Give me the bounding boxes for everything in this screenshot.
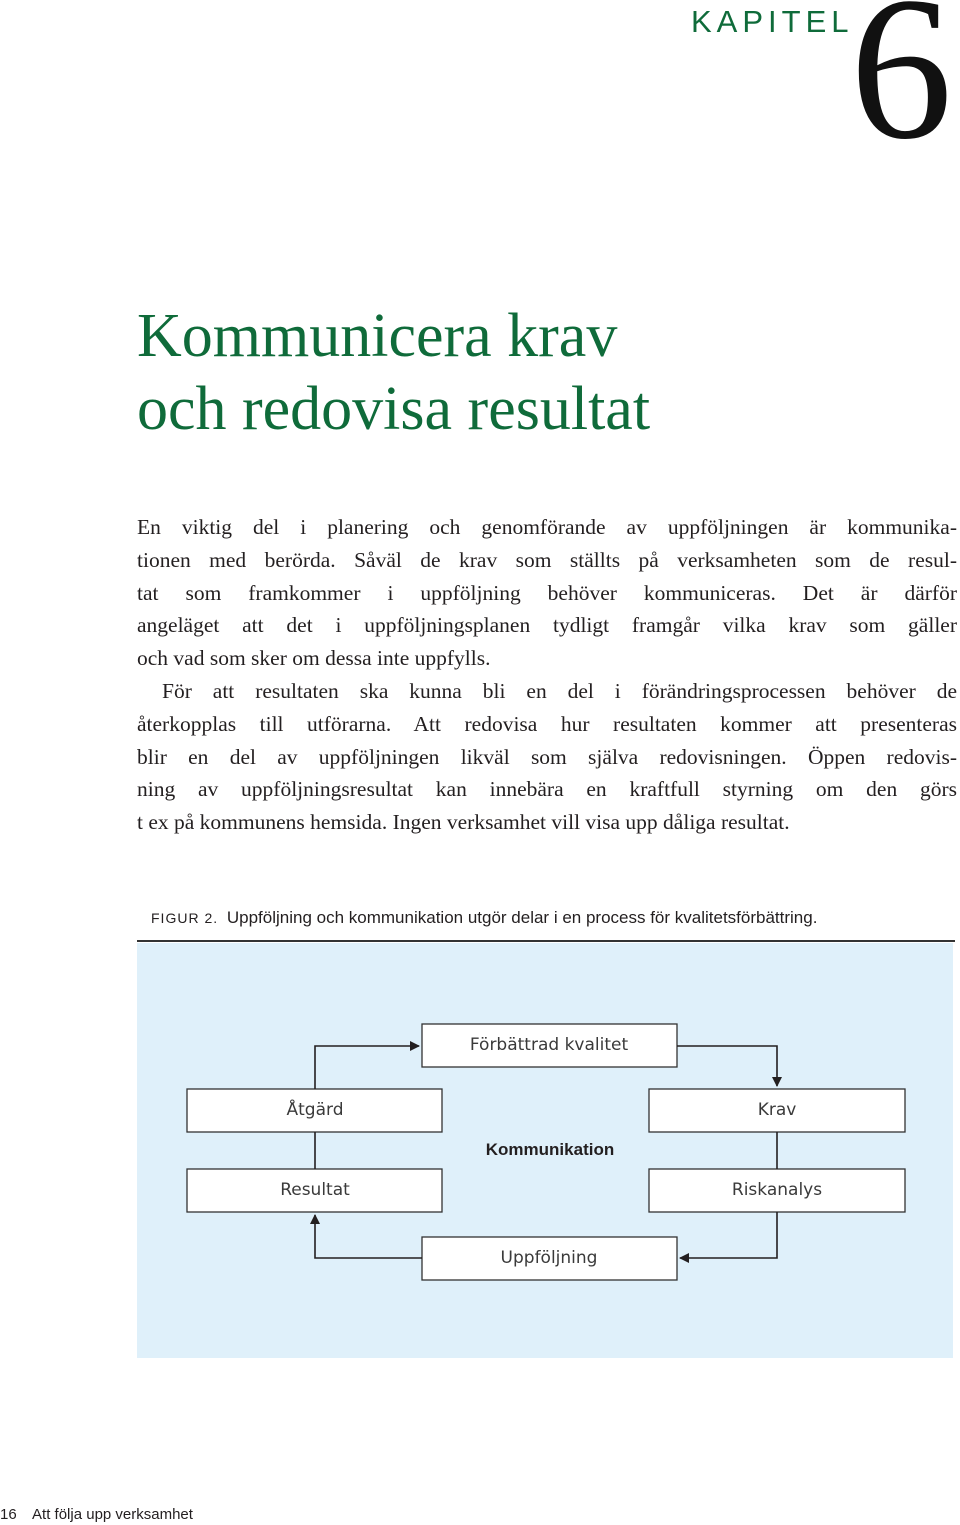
body-line: tionen med berörda. Såväl de krav som ställts på verksamheten som de resul- — [137, 547, 957, 572]
body-line: blir en del av uppföljningen likväl som själva redovisningen. Öppen redovis- — [137, 744, 957, 769]
body-line: t ex på kommunens hemsida. Ingen verksamhet vill visa upp dåliga resultat. — [137, 810, 790, 835]
body-line: En viktig del i planering och genomförande av uppföljningen är kommunika- — [137, 515, 957, 539]
body-line: och vad som sker om dessa inte uppfylls. — [137, 646, 491, 671]
body-line: återkopplas till utförarna. Att redovisa hur resultaten kommer att presenteras — [137, 711, 957, 736]
figure-rule — [137, 940, 955, 942]
label-atgard: Åtgärd — [286, 1100, 344, 1120]
arrow-riskanalys-to-uppfoljning — [680, 1212, 777, 1258]
chapter-number: 6 — [850, 0, 953, 182]
chapter-label: KAPITEL — [691, 4, 854, 39]
arrow-atgard-to-kvalitet — [315, 1046, 419, 1089]
figure-label: FIGUR 2. — [151, 910, 219, 926]
body-line: ning av uppföljningsresultat kan innebära en kraftfull styrning om den görs — [137, 777, 957, 802]
running-title: Att följa upp verksamhet — [32, 1506, 193, 1523]
body-line: angeläget att det i uppföljningsplanen tydligt framgår vilka krav som gäller — [137, 613, 957, 638]
page-number: 16 — [0, 1506, 17, 1523]
label-riskanalys: Riskanalys — [731, 1180, 823, 1200]
label-kommunikation: Kommunikation — [485, 1140, 615, 1159]
page-title — [137, 300, 650, 446]
figure-caption — [151, 908, 817, 928]
arrow-kvalitet-to-krav — [677, 1046, 777, 1086]
label-uppfoljning: Uppföljning — [500, 1248, 598, 1268]
label-forbattrad-kvalitet: Förbättrad kvalitet — [469, 1035, 629, 1055]
body-text — [137, 511, 957, 839]
title-line-1: Kommunicera krav — [137, 302, 618, 370]
body-line: tat som framkommer i uppföljning behöver kommuniceras. Det är därför — [137, 580, 957, 605]
figure-caption-text: Uppföljning och kommunikation utgör delar i en process för kvalitetsförbättring. — [226, 908, 818, 927]
body-line: För att resultaten ska kunna bli en del i förändringsprocessen behöver de — [162, 678, 957, 703]
title-line-2: och redovisa resultat — [137, 375, 651, 443]
process-diagram — [137, 943, 953, 1358]
label-krav: Krav — [757, 1100, 797, 1120]
page-footer — [0, 1506, 193, 1523]
label-resultat: Resultat — [280, 1180, 350, 1200]
arrow-uppfoljning-to-resultat — [315, 1215, 422, 1258]
